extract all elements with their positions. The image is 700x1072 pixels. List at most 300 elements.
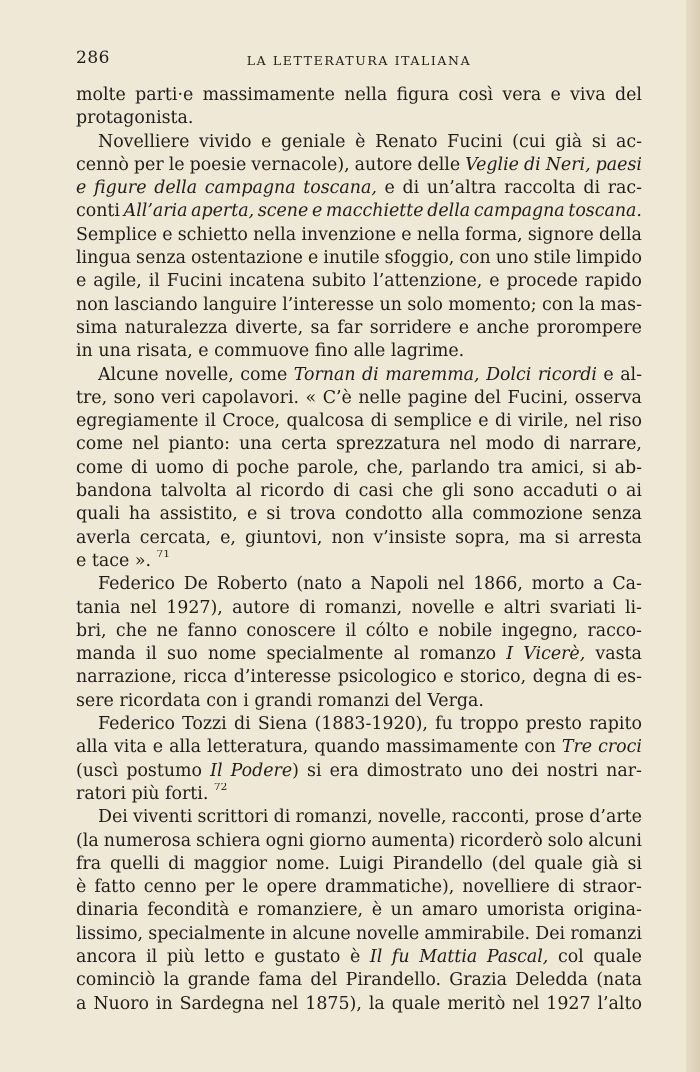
text-fragment: Dei bbox=[535, 923, 566, 944]
italic-title-text: macchiette bbox=[325, 201, 424, 222]
text-fragment: di bbox=[333, 481, 350, 502]
word bbox=[373, 527, 446, 550]
text-fragment: talvolta bbox=[160, 481, 227, 502]
word bbox=[592, 853, 619, 876]
text-fragment: morto bbox=[531, 574, 585, 595]
text-fragment: novelliere bbox=[462, 877, 550, 898]
word bbox=[371, 410, 388, 433]
text-fragment: nome bbox=[207, 644, 257, 665]
text-fragment: cominciò bbox=[76, 970, 156, 991]
word bbox=[588, 830, 642, 853]
text-fragment: uomo bbox=[155, 457, 205, 478]
text-fragment: si bbox=[307, 760, 322, 781]
text-fragment: fu bbox=[435, 714, 453, 735]
text-fragment: schietto bbox=[177, 224, 248, 245]
word bbox=[495, 410, 512, 433]
text-fragment: virile, bbox=[518, 411, 569, 432]
word bbox=[253, 224, 296, 247]
text-fragment: inutile bbox=[323, 248, 380, 269]
text-fragment: cenno bbox=[143, 877, 197, 898]
text-fragment: la bbox=[163, 970, 180, 991]
word bbox=[345, 620, 356, 643]
text-fragment: l’alto bbox=[597, 993, 642, 1014]
word bbox=[126, 760, 202, 783]
word bbox=[199, 131, 251, 154]
text-fragment: languire bbox=[203, 294, 277, 315]
text-fragment: (cui bbox=[512, 131, 546, 152]
text-fragment: condotto bbox=[344, 504, 423, 525]
word bbox=[306, 387, 317, 410]
text-fragment: 1927), bbox=[166, 597, 223, 618]
text-fragment: di bbox=[494, 411, 512, 432]
word bbox=[542, 294, 573, 317]
text-fragment: in bbox=[270, 923, 288, 944]
text-line bbox=[76, 573, 642, 596]
text-line bbox=[76, 876, 642, 899]
text-fragment: qualcosa bbox=[286, 411, 365, 432]
word bbox=[76, 480, 152, 503]
italic-title-text: Neri, bbox=[545, 154, 591, 175]
italic-title-text: Veglie bbox=[465, 154, 519, 175]
text-fragment: stile bbox=[533, 248, 571, 269]
page-edge bbox=[686, 0, 700, 1072]
text-fragment: Grazia bbox=[449, 970, 507, 991]
text-fragment: ». bbox=[134, 550, 151, 571]
text-fragment: così bbox=[458, 85, 494, 105]
word bbox=[166, 597, 223, 620]
text-fragment: d’arte bbox=[589, 807, 642, 828]
word bbox=[617, 666, 642, 689]
text-line bbox=[76, 433, 642, 456]
word bbox=[243, 876, 259, 899]
text-fragment: giorno bbox=[309, 830, 367, 851]
word bbox=[518, 410, 569, 433]
word bbox=[167, 946, 195, 969]
text-fragment: storico, bbox=[460, 667, 527, 688]
text-fragment: tania bbox=[76, 597, 121, 618]
text-fragment: meritò bbox=[447, 993, 506, 1014]
italic-title-text: All’aria bbox=[123, 201, 188, 222]
word bbox=[449, 969, 507, 992]
word bbox=[458, 84, 493, 107]
text-fragment: umorista bbox=[486, 900, 565, 921]
text-fragment: quando bbox=[314, 737, 380, 758]
italic-title-text: figure bbox=[93, 178, 147, 199]
text-fragment: senza bbox=[591, 504, 642, 525]
word bbox=[76, 317, 117, 340]
text-fragment: nel bbox=[575, 411, 603, 432]
word bbox=[161, 387, 195, 410]
text-fragment: ne bbox=[156, 620, 178, 641]
text-fragment: Novelliere bbox=[98, 131, 190, 152]
word bbox=[562, 736, 592, 759]
word bbox=[460, 830, 543, 853]
word bbox=[132, 433, 159, 456]
word bbox=[190, 154, 247, 177]
text-fragment: il bbox=[204, 411, 216, 432]
text-fragment: ogni bbox=[265, 830, 304, 851]
italic-title-text: maremma, bbox=[385, 364, 480, 385]
text-fragment: ) bbox=[292, 760, 299, 781]
italic-title-text: Mattia bbox=[419, 946, 478, 967]
word bbox=[583, 177, 600, 200]
word bbox=[161, 480, 227, 503]
text-fragment: mas- bbox=[600, 294, 642, 315]
text-fragment: grandi bbox=[254, 690, 313, 711]
word bbox=[595, 643, 641, 666]
text-fragment: geniale bbox=[281, 131, 346, 152]
italic-title-text: toscana. bbox=[568, 201, 642, 222]
word bbox=[169, 736, 201, 759]
word bbox=[93, 270, 141, 293]
text-fragment: 1927 bbox=[546, 993, 591, 1014]
word bbox=[76, 433, 123, 456]
word bbox=[254, 690, 312, 713]
text-fragment: si bbox=[266, 504, 281, 525]
text-fragment: momento; bbox=[448, 294, 537, 315]
text-fragment: tace bbox=[91, 550, 130, 571]
text-fragment: di bbox=[557, 877, 575, 898]
text-fragment: ostentazione bbox=[191, 248, 303, 269]
word bbox=[129, 503, 151, 526]
text-fragment: conti bbox=[76, 201, 120, 222]
word bbox=[187, 620, 237, 643]
text-fragment: ratori bbox=[76, 783, 127, 804]
word bbox=[417, 154, 460, 177]
word bbox=[198, 340, 208, 363]
word bbox=[344, 84, 387, 107]
word bbox=[183, 666, 227, 689]
word bbox=[76, 620, 107, 643]
word bbox=[251, 154, 349, 177]
text-fragment: Roberto bbox=[216, 574, 288, 595]
text-fragment: del bbox=[394, 690, 422, 711]
word bbox=[486, 364, 531, 387]
text-fragment: aumenta) bbox=[371, 830, 456, 851]
text-fragment: senza bbox=[136, 248, 186, 269]
text-fragment: degna bbox=[532, 667, 587, 688]
text-fragment: a bbox=[593, 574, 604, 595]
text-fragment: incatena bbox=[229, 271, 305, 292]
text-fragment: Siena bbox=[257, 714, 308, 735]
word bbox=[359, 480, 394, 503]
text-line bbox=[76, 736, 642, 759]
word bbox=[76, 643, 136, 666]
word bbox=[551, 84, 561, 107]
word bbox=[392, 993, 441, 1016]
text-fragment: Nuoro bbox=[93, 993, 149, 1014]
word bbox=[462, 876, 549, 899]
text-fragment: in bbox=[155, 993, 173, 1014]
text-fragment: fanno bbox=[187, 620, 238, 641]
word bbox=[523, 480, 598, 503]
word bbox=[125, 317, 228, 340]
text-fragment: parlando bbox=[411, 457, 490, 478]
word bbox=[323, 247, 379, 270]
word bbox=[448, 294, 536, 317]
word bbox=[534, 247, 571, 270]
word bbox=[232, 597, 290, 620]
italic-title-text: ricordi bbox=[537, 364, 597, 385]
word bbox=[153, 736, 163, 759]
text-fragment: Croce, bbox=[222, 411, 281, 432]
text-fragment: era bbox=[329, 760, 359, 781]
text-line bbox=[76, 620, 642, 643]
word bbox=[266, 643, 383, 666]
text-fragment: alcuni bbox=[588, 830, 642, 851]
text-fragment: e bbox=[401, 224, 412, 245]
text-fragment: subito bbox=[311, 271, 367, 292]
text-fragment: di bbox=[543, 434, 561, 455]
text-fragment: e bbox=[478, 411, 489, 432]
text-fragment: sono bbox=[473, 481, 515, 502]
text-fragment: rapito bbox=[589, 714, 642, 735]
word bbox=[266, 876, 317, 899]
word bbox=[599, 224, 642, 247]
word bbox=[447, 131, 502, 154]
word bbox=[257, 899, 363, 922]
text-fragment: nelle bbox=[358, 387, 402, 408]
word bbox=[576, 247, 642, 270]
text-fragment: e bbox=[418, 620, 429, 641]
text-fragment: (del bbox=[491, 853, 526, 874]
word bbox=[386, 736, 518, 759]
word bbox=[385, 364, 479, 387]
text-fragment: poche bbox=[236, 457, 290, 478]
word bbox=[589, 713, 642, 736]
text-fragment: origina- bbox=[573, 900, 642, 921]
text-line bbox=[76, 853, 642, 876]
text-fragment: per bbox=[204, 877, 235, 898]
word bbox=[297, 457, 359, 480]
text-fragment: sprezzatura bbox=[336, 434, 441, 455]
text-fragment: nella bbox=[416, 224, 460, 245]
word bbox=[76, 177, 86, 200]
italic-title-text: Tre bbox=[561, 737, 593, 758]
word bbox=[575, 410, 602, 433]
text-line bbox=[76, 340, 642, 363]
word bbox=[524, 736, 555, 759]
text-fragment: di bbox=[370, 411, 388, 432]
text-fragment: specialmente bbox=[148, 923, 266, 944]
text-fragment: massimamente bbox=[385, 737, 519, 758]
text-fragment: vera bbox=[502, 85, 542, 105]
text-fragment: già bbox=[555, 131, 583, 152]
word bbox=[144, 876, 197, 899]
text-fragment: conoscere bbox=[246, 620, 336, 641]
word bbox=[476, 317, 529, 340]
word bbox=[460, 713, 519, 736]
text-line bbox=[76, 410, 642, 433]
text-fragment: fra bbox=[76, 853, 102, 874]
word bbox=[489, 270, 499, 293]
text-line bbox=[76, 923, 642, 946]
word bbox=[307, 760, 322, 783]
text-fragment: del bbox=[310, 970, 338, 991]
word bbox=[146, 946, 157, 969]
italic-title-text: Tornan bbox=[293, 364, 356, 385]
word bbox=[148, 923, 265, 946]
text-fragment: rapido bbox=[584, 271, 642, 292]
word bbox=[369, 993, 385, 1016]
word bbox=[240, 364, 287, 387]
text-fragment: osserva bbox=[574, 387, 642, 408]
word bbox=[620, 364, 642, 387]
text-fragment: forma, bbox=[465, 224, 523, 245]
text-fragment: della bbox=[598, 224, 642, 245]
word bbox=[140, 527, 211, 550]
word bbox=[385, 247, 455, 270]
word bbox=[309, 830, 366, 853]
word bbox=[589, 806, 642, 829]
word bbox=[203, 294, 277, 317]
word bbox=[355, 131, 365, 154]
text-fragment: svariati bbox=[549, 597, 616, 618]
text-fragment: figura bbox=[396, 85, 450, 105]
text-fragment: le bbox=[242, 877, 259, 898]
word bbox=[136, 247, 186, 270]
word bbox=[569, 433, 642, 456]
text-fragment: e bbox=[238, 900, 249, 921]
text-fragment: al bbox=[393, 644, 410, 665]
word bbox=[534, 853, 583, 876]
word bbox=[135, 550, 151, 573]
text-fragment: (la bbox=[76, 830, 99, 851]
text-fragment: specialmente bbox=[266, 644, 384, 665]
word bbox=[447, 993, 505, 1016]
text-fragment: in bbox=[76, 341, 93, 362]
text-fragment: col bbox=[557, 946, 584, 967]
text-fragment: lingua bbox=[76, 248, 132, 269]
text-fragment: solo bbox=[407, 294, 443, 315]
word bbox=[282, 294, 374, 317]
italic-title-text: della bbox=[427, 201, 471, 222]
text-fragment: a bbox=[76, 993, 87, 1014]
word bbox=[570, 84, 606, 107]
text-line bbox=[76, 131, 642, 154]
word bbox=[245, 527, 322, 550]
word bbox=[371, 830, 455, 853]
word bbox=[585, 270, 642, 293]
text-fragment: o bbox=[606, 481, 618, 502]
text-fragment: novelle, bbox=[377, 807, 447, 828]
word bbox=[401, 224, 411, 247]
text-fragment: arresta bbox=[578, 527, 642, 548]
word bbox=[626, 480, 642, 503]
text-fragment: accaduti bbox=[522, 481, 598, 502]
word bbox=[459, 317, 469, 340]
text-fragment: di bbox=[168, 853, 185, 874]
word bbox=[402, 480, 433, 503]
word bbox=[555, 131, 582, 154]
text-fragment: veri bbox=[161, 387, 196, 408]
word bbox=[76, 247, 131, 270]
word bbox=[274, 946, 340, 969]
text-fragment: di bbox=[211, 457, 229, 478]
text-fragment: quale bbox=[593, 946, 642, 967]
word bbox=[104, 830, 191, 853]
word bbox=[492, 853, 526, 876]
text-fragment: fama bbox=[258, 970, 303, 991]
text-fragment: romanziere, bbox=[257, 900, 364, 921]
word bbox=[76, 690, 114, 713]
body-text bbox=[76, 84, 642, 1016]
text-fragment: il bbox=[148, 271, 160, 292]
text-fragment: l’attenzione, bbox=[373, 271, 483, 292]
text-fragment: riso bbox=[608, 411, 642, 432]
text-fragment: raccolta bbox=[504, 178, 576, 199]
word bbox=[146, 643, 157, 666]
word bbox=[596, 969, 642, 992]
text-fragment: autore bbox=[232, 597, 290, 618]
word bbox=[76, 84, 126, 107]
word bbox=[239, 433, 272, 456]
word bbox=[380, 294, 402, 317]
text-fragment: ancora bbox=[76, 946, 137, 967]
word bbox=[76, 597, 121, 620]
word bbox=[114, 387, 155, 410]
word bbox=[76, 200, 120, 223]
word bbox=[133, 806, 192, 829]
text-fragment: scrittori bbox=[197, 807, 269, 828]
word bbox=[169, 154, 185, 177]
word bbox=[156, 993, 173, 1016]
word bbox=[207, 736, 308, 759]
text-fragment: si bbox=[592, 457, 607, 478]
word bbox=[625, 597, 642, 620]
text-fragment: come bbox=[76, 457, 123, 478]
text-fragment: romanzi, bbox=[295, 807, 373, 828]
word bbox=[299, 597, 316, 620]
text-fragment: casi bbox=[358, 481, 394, 502]
word bbox=[310, 969, 337, 992]
text-fragment: alle bbox=[353, 341, 386, 362]
text-fragment: fatto bbox=[94, 877, 136, 898]
italic-title-text: paesi bbox=[595, 154, 642, 175]
word bbox=[303, 177, 377, 200]
word bbox=[473, 503, 583, 526]
word bbox=[98, 713, 175, 736]
text-fragment: narrazione, bbox=[76, 667, 177, 688]
word bbox=[217, 573, 288, 596]
word bbox=[326, 200, 424, 223]
text-line bbox=[76, 760, 642, 783]
word bbox=[236, 480, 252, 503]
word bbox=[502, 84, 541, 107]
text-line bbox=[76, 690, 642, 713]
text-fragment: Federico bbox=[98, 574, 175, 595]
word bbox=[532, 573, 585, 596]
text-fragment: Luigi bbox=[338, 853, 384, 874]
text-fragment: ha bbox=[128, 504, 151, 525]
text-fragment: grande bbox=[187, 970, 251, 991]
text-fragment: già bbox=[591, 853, 619, 874]
italic-title-text: croci bbox=[598, 737, 642, 758]
text-fragment: risata, bbox=[136, 341, 193, 362]
word bbox=[98, 806, 128, 829]
text-fragment: dinaria bbox=[76, 900, 139, 921]
text-fragment: non bbox=[76, 294, 109, 315]
word bbox=[196, 830, 260, 853]
italic-title-text: della bbox=[154, 178, 198, 199]
italic-title-text: campagna bbox=[473, 201, 565, 222]
italic-title-text: toscana, bbox=[303, 178, 377, 199]
word bbox=[76, 107, 193, 130]
text-line bbox=[76, 899, 642, 922]
text-fragment: protagonista. bbox=[76, 108, 194, 129]
word bbox=[573, 899, 641, 922]
word bbox=[403, 177, 420, 200]
